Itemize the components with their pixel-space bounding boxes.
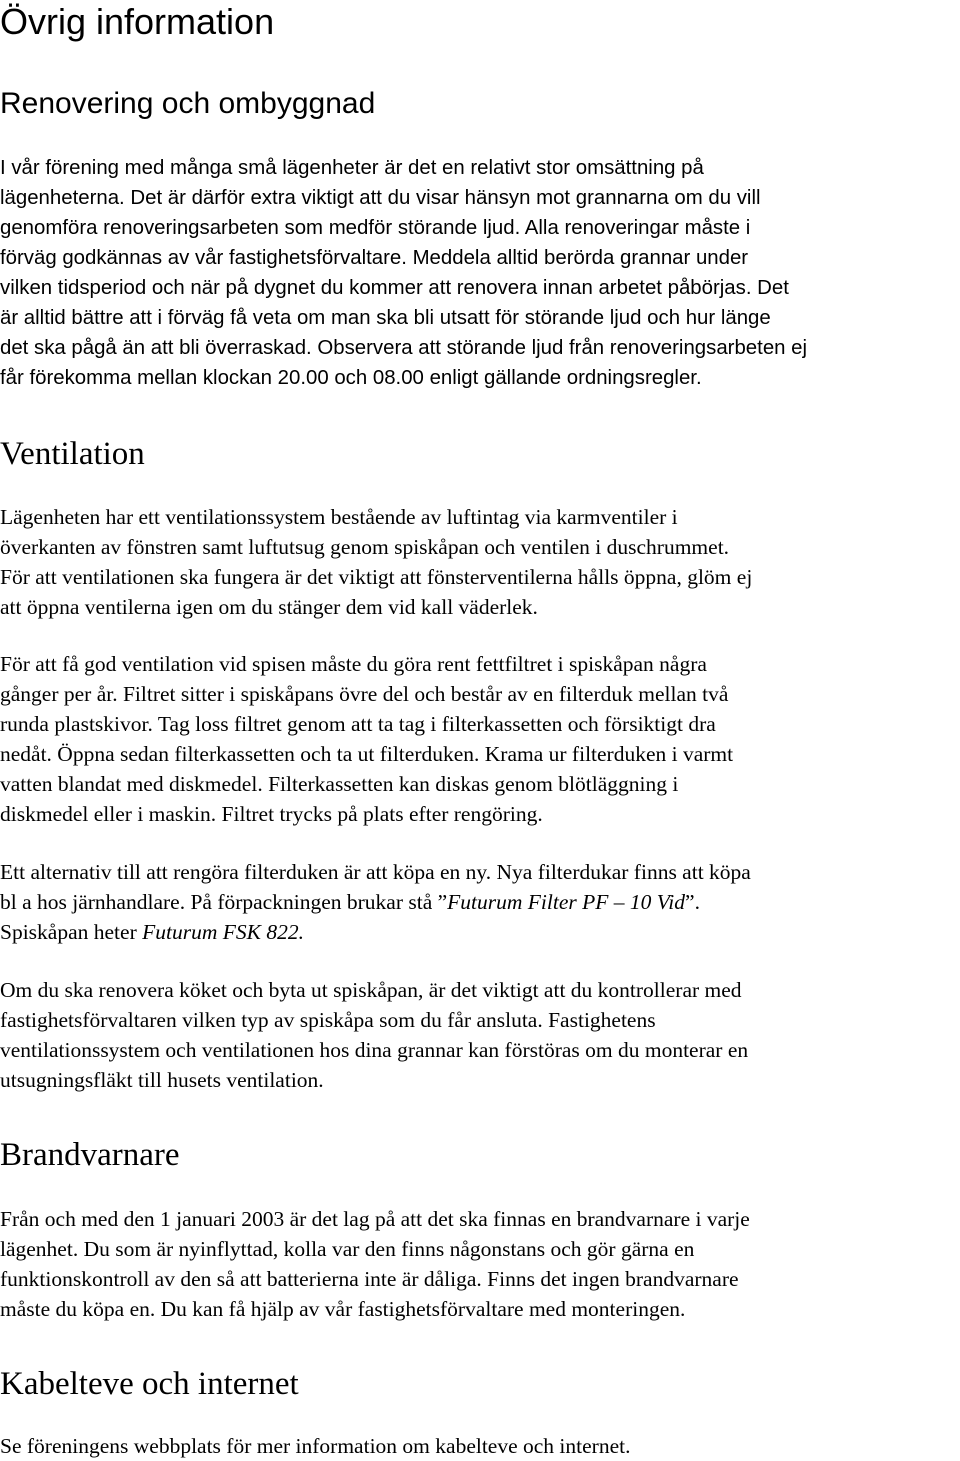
product-name-filter: Futurum Filter PF – 10 Vid xyxy=(447,890,686,914)
text-line: funktionskontroll av den så att batterierna inte är dåliga. Finns det ingen brandvarnare xyxy=(0,1267,739,1291)
heading-kabelteve: Kabelteve och internet xyxy=(0,1366,299,1402)
text-line: För att få god ventilation vid spisen måste du göra rent fettfiltret i spiskåpan några xyxy=(0,652,707,676)
text-line xyxy=(0,887,960,917)
text-line: Om du ska renovera köket och byta ut spiskåpan, är det viktigt att du kontrollerar med xyxy=(0,978,742,1002)
page-title: Övrig information xyxy=(0,1,275,42)
text-line: ventilationssystem och ventilationen hos dina grannar kan förstöras om du monterar en xyxy=(0,1038,749,1062)
text-line: får förekomma mellan klockan 20.00 och 08.00 enligt gällande ordningsregler. xyxy=(0,367,702,389)
text-line: utsugningsfläkt till husets ventilation. xyxy=(0,1068,324,1092)
paragraph-ventilation-2 xyxy=(0,649,960,829)
text-line: Ett alternativ till att rengöra filterduken är att köpa en ny. Nya filterdukar finns att köpa xyxy=(0,860,751,884)
text-line: diskmedel eller i maskin. Filtret trycks på plats efter rengöring. xyxy=(0,802,543,826)
text-line: nedåt. Öppna sedan filterkassetten och ta ut filterduken. Krama ur filterduken i varmt xyxy=(0,742,734,766)
text-line: Lägenheten har ett ventilationssystem bestående av luftintag via karmventiler i xyxy=(0,505,678,529)
text-segment: Spiskåpan heter xyxy=(0,920,143,944)
text-line: runda plastskivor. Tag loss filtret genom att ta tag i filterkassetten och försiktigt dra xyxy=(0,712,716,736)
text-line: Från och med den 1 januari 2003 är det lag på att det ska finnas en brandvarnare i varje xyxy=(0,1207,750,1231)
text-segment: ”. xyxy=(685,890,700,914)
heading-brandvarnare: Brandvarnare xyxy=(0,1137,180,1173)
text-line: att öppna ventilerna igen om du stänger dem vid kall väderlek. xyxy=(0,595,538,619)
text-line: det ska pågå än att bli överraskad. Observera att störande ljud från renoveringsarbeten ej xyxy=(0,337,808,359)
paragraph-brandvarnare xyxy=(0,1204,960,1324)
paragraph-renovering xyxy=(0,153,960,393)
text-line: gånger per år. Filtret sitter i spiskåpans övre del och består av en filterduk mellan två xyxy=(0,682,729,706)
text-line: Se föreningens webbplats för mer information om kabelteve och internet. xyxy=(0,1434,631,1458)
text-line: I vår förening med många små lägenheter är det en relativt stor omsättning på xyxy=(0,157,704,179)
text-segment: bl a hos järnhandlare. På förpackningen brukar stå ” xyxy=(0,890,448,914)
text-line: är alltid bättre att i förväg få veta om man ska bli utsatt för störande ljud och hur länge xyxy=(0,307,771,329)
text-line xyxy=(0,917,960,947)
paragraph-ventilation-3 xyxy=(0,857,960,947)
text-line: förväg godkännas av vår fastighetsförvaltare. Meddela alltid berörda grannar under xyxy=(0,247,749,269)
text-line: överkanten av fönstren samt luftutsug genom spiskåpan och ventilen i duschrummet. xyxy=(0,535,730,559)
text-line: vilken tidsperiod och när på dygnet du kommer att renovera innan arbetet påbörjas. Det xyxy=(0,277,789,299)
paragraph-ventilation-1 xyxy=(0,502,960,622)
text-line: lägenhet. Du som är nyinflyttad, kolla var den finns någonstans och gör gärna en xyxy=(0,1237,695,1261)
paragraph-ventilation-4 xyxy=(0,975,960,1095)
paragraph-kabelteve xyxy=(0,1431,960,1461)
heading-ventilation: Ventilation xyxy=(0,436,145,472)
text-line: fastighetsförvaltaren vilken typ av spiskåpa som du får ansluta. Fastighetens xyxy=(0,1008,656,1032)
text-line: vatten blandat med diskmedel. Filterkassetten kan diskas genom blötläggning i xyxy=(0,772,679,796)
text-line: måste du köpa en. Du kan få hjälp av vår fastighetsförvaltare med monteringen. xyxy=(0,1297,686,1321)
heading-renovering: Renovering och ombyggnad xyxy=(0,87,376,120)
product-name-hood: Futurum FSK 822. xyxy=(142,920,304,944)
text-line: genomföra renoveringsarbeten som medför störande ljud. Alla renoveringar måste i xyxy=(0,217,751,239)
text-line: För att ventilationen ska fungera är det viktigt att fönsterventilerna hålls öppna, glöm ej xyxy=(0,565,753,589)
text-line: lägenheterna. Det är därför extra viktigt att du visar hänsyn mot grannarna om du vill xyxy=(0,187,761,209)
